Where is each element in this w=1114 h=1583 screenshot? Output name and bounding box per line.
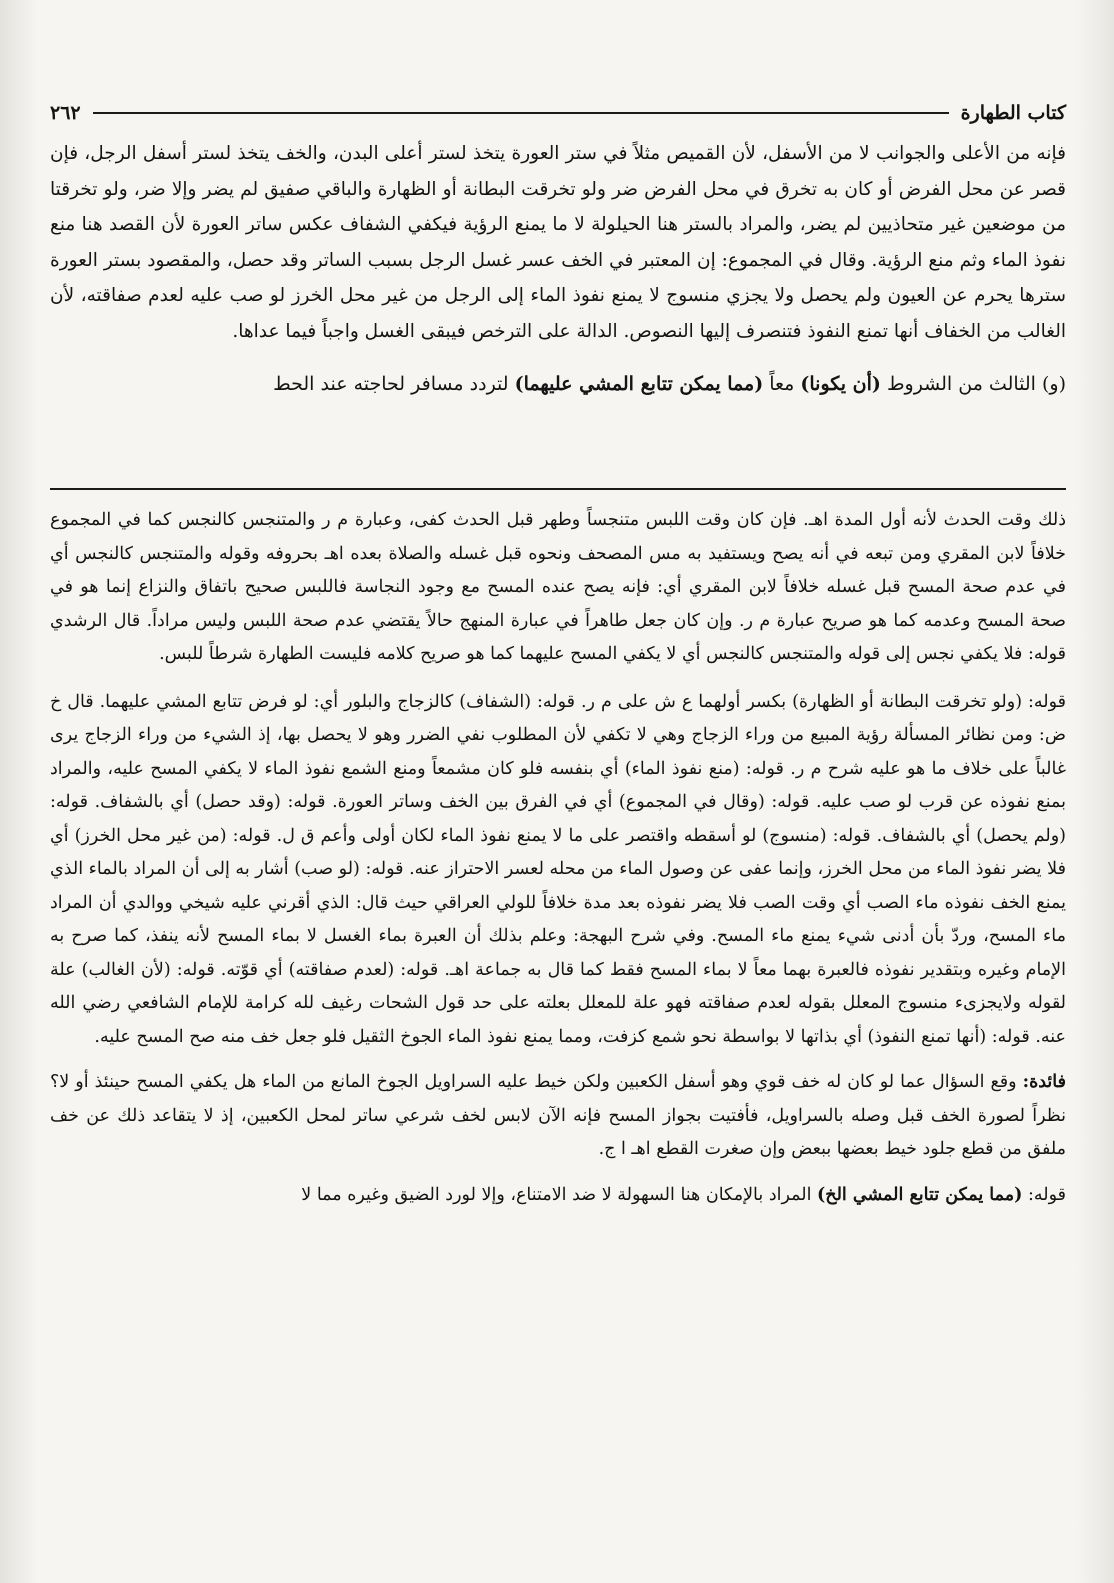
- header-rule: [93, 112, 949, 114]
- page-number: ٢٦٢: [50, 102, 81, 124]
- scan-shadow-right: [1076, 0, 1114, 1583]
- condition-term-2: (مما يمكن تتابع المشي عليهما): [514, 373, 764, 395]
- commentary-text: [50, 504, 1066, 1224]
- benefit-label: فائدة:: [1022, 1072, 1066, 1092]
- p4-text: المراد بالإمكان هنا السهولة لا ضد الامتناع، وإلا لورد الضيق وغيره مما لا: [301, 1184, 817, 1205]
- main-text: [50, 136, 1066, 403]
- main-paragraph: فإنه من الأعلى والجوانب لا من الأسفل، لأن القميص مثلاً في ستر العورة يتخذ لستر أعلى البدن، والخف يتخذ لستر أسفل الرجل، فإن قصر عن محل الفرض أو كان به تخرق في محل الفرض ضر ولو تخرقت البطانة أو الظهارة والباقي صفيق لم يضر وإلا ضر، ولو تخرقتا من موضعين غير متحاذيين لم يضر، والمراد بالستر هنا الحيلولة لا ما يمنع الرؤية فيكفي الشفاف عكس ساتر العورة لأن القصد هنا منع نفوذ الماء وثم منع الرؤية. وقال في المجموع: إن المعتبر في الخف عسر غسل الرجل بسبب الساتر وقد حصل، والمقصود بستر العورة سترها يحرم عن العيون ولم يحصل ولا يجزي منسوج لا يمنع نفوذ الماء إلى الرجل من غير محل الخرز لو صب عليه لعدم صفاقته، لأن الغالب من الخفاف أنها تمنع النفوذ فتنصرف إليها النصوص. الدالة على الترخص فيبقى الغسل واجباً فيما عداها.: [50, 143, 1066, 342]
- condition-suffix: لتردد مسافر لحاجته عند الحط: [273, 373, 515, 395]
- running-header: [50, 96, 1066, 130]
- chapter-title: كتاب الطهارة: [960, 102, 1066, 124]
- condition-term-1: (أن يكونا): [800, 373, 881, 395]
- condition-mid: معاً: [763, 373, 801, 395]
- p4-prefix: قوله:: [1022, 1184, 1066, 1205]
- p4-term: (مما يمكن تتابع المشي الخ): [817, 1184, 1023, 1205]
- benefit-text: وقع السؤال عما لو كان له خف قوي وهو أسفل الكعبين ولكن خيط عليه السراويل الجوخ المانع من الماء هل يكفي المسح حينئذ أو لا؟ نظراً لصورة الخف قبل وصله بالسراويل، فأفتيت بجواز المسح فإنه الآن لابس لخف شرعي ساتر لمحل الكعبين، إذ لا يتقاعد ذلك عن خف ملفق من قطع جلود خيط بعضها ببعض وإن صغرت القطع اهـ ا ج.: [50, 1072, 1066, 1159]
- third-condition-line: [50, 367, 1066, 403]
- commentary-divider: [50, 488, 1066, 490]
- commentary-paragraph-2: قوله: (ولو تخرقت البطانة أو الظهارة) بكسر أولهما ع ش على م ر. قوله: (الشفاف) كالزجاج والبلور أي: لو فرض تتابع المشي عليهما. قال خ ض: ومن نظائر المسألة رؤية المبيع من وراء الزجاج وهي لا تكفي لأن المطلوب نفي الضرر وهو لا يحصل بها، إذ الشيء من وراء الزجاج يرى غالباً على خلاف ما هو عليه شرح م ر. قوله: (منع نفوذ الماء) أي بنفسه فلو كان مشمعاً ومنع الشمع نفوذ الماء لا يكفي المسح عليه، والمراد بمنع نفوذه عن قرب لو صب عليه. قوله: (وقال في المجموع) أي في الفرق بين الخف وساتر العورة. قوله: (وقد حصل) أي بالشفاف. قوله: (ولم يحصل) أي بالشفاف. قوله: (منسوج) لو أسقطه واقتصر على ما لا يمنع نفوذ الماء لكان أولى وأعم ق ل. قوله: (من غير محل الخرز) أي فلا يضر نفوذ الماء من محل الخرز، وإنما عفى عن وصول الماء من محله لعسر الاحتراز عنه. قوله: (لو صب) أشار به إلى أن المراد بالماء الذي يمنع الخف نفوذه ماء الصب أي وقت الصب فلا يضر نفوذه بعد مدة خلافاً للولي العراقي حيث قال: الذي أقرني عليه شيخي ووالدي أن المراد ماء المسح، وردّ بأن أدنى شيء يمنع ماء المسح. وفي شرح البهجة: وعلم بذلك أن العبرة بماء الغسل لا بماء المسح لأنه ينفذ، كما صرح به الإمام وغيره وبتقدير نفوذه فالعبرة بهما معاً لا بماء المسح فقط كما قال به جماعة اهـ. قوله: (لعدم صفاقته) أي قوّته. قوله: (لأن الغالب) علة لقوله ولايجزىء منسوج المعلل بقوله لعدم صفاقته فهو علة للمعلل بعلته على حد قول الشحات رغيف لله كرامة للإمام الشافعي رضي الله عنه. قوله: (أنها تمنع النفوذ) أي بذاتها لا بواسطة نحو شمع كزفت، ومما يمنع نفوذ الماء الجوخ الثقيل فلو جعل خف منه صح المسح عليه.: [50, 691, 1066, 1047]
- commentary-paragraph-3: [50, 1066, 1066, 1167]
- condition-prefix: (و) الثالث من الشروط: [880, 373, 1066, 395]
- commentary-paragraph-4: [50, 1179, 1066, 1213]
- commentary-paragraph-1: ذلك وقت الحدث لأنه أول المدة اهـ. فإن كان وقت اللبس متنجساً وطهر قبل الحدث كفى، وعبارة م ر والمتنجس كالنجس كما في المجموع خلافاً لابن المقري ومن تبعه في أنه يصح ويستفيد به مس المصحف ونحوه قبل غسله والصلاة بعده اهـ بحروفه وقوله والمتنجس كالنجس أي في عدم صحة المسح قبل غسله خلافاً لابن المقري أي: فإنه يصح عنده المسح مع وجود النجاسة فاللبس صحيح باتفاق والنزاع إنما هو في صحة المسح وعدمه كما هو صريح عبارة م ر. وإن كان جعل طاهراً في عبارة المنهج حالاً يقتضي عدم صحة اللبس وليس مراداً. قال الرشدي قوله: فلا يكفي نجس إلى قوله والمتنجس كالنجس أي لا يكفي المسح عليهما كما هو صريح كلامه فليست الطهارة شرطاً للبس.: [50, 510, 1066, 664]
- scan-shadow-left: [0, 0, 38, 1583]
